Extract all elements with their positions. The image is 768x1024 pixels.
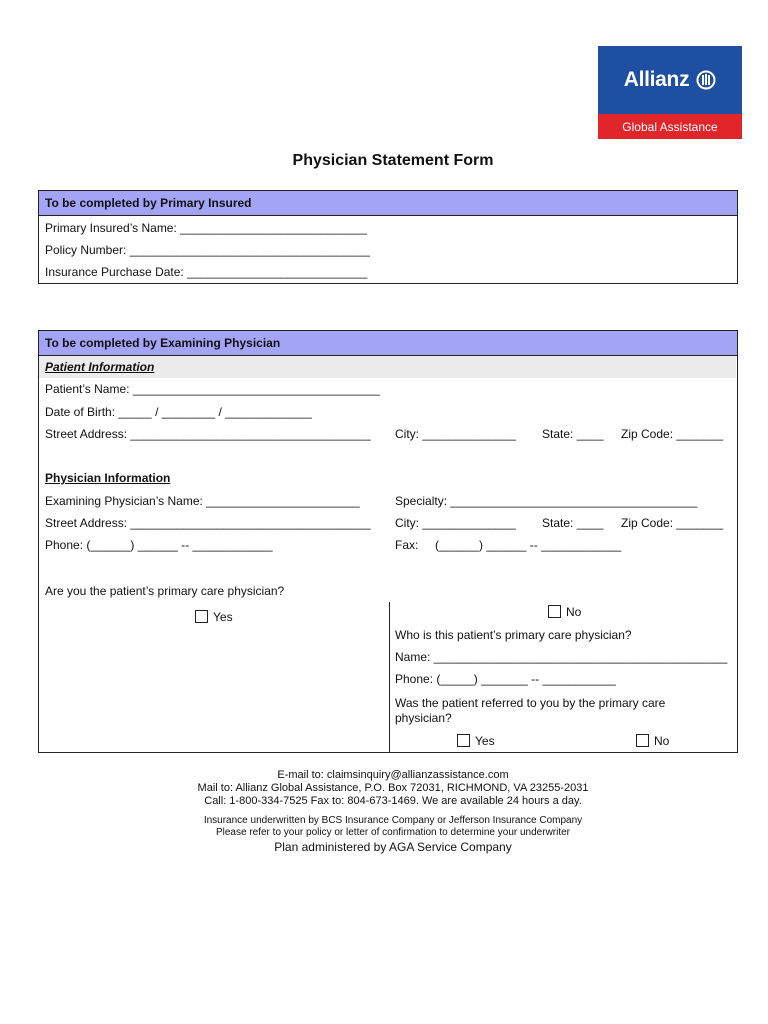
logo-brand-text: Allianz [623,68,690,91]
physician-state-field[interactable]: State: ____ [542,516,604,530]
examining-physician-header: To be completed by Examining Physician [39,331,737,356]
referred-yes-checkbox[interactable] [457,734,470,747]
physician-info-heading: Physician Information [45,471,171,485]
footer-underwritten: Insurance underwritten by BCS Insurance Company or Jefferson Insurance Company [203,815,583,826]
physician-street-field[interactable]: Street Address: ____________________________________ [45,516,371,530]
policy-number-field[interactable]: Policy Number: ____________________________________ [45,243,370,257]
yes-option[interactable] [195,610,233,624]
pcp-phone-field[interactable]: Phone: (_____) _______ -- ___________ [395,672,616,686]
pcp-name-field[interactable]: Name: ____________________________________________ [395,650,728,664]
allianz-eagle-icon [696,70,716,90]
logo-brand-band [598,46,742,114]
primary-insured-header: To be completed by Primary Insured [39,191,737,216]
page-title: Physician Statement Form [292,152,494,169]
referred-yes-option[interactable] [457,734,495,748]
purchase-date-field[interactable]: Insurance Purchase Date: ___________________________ [45,265,368,279]
patient-city-field[interactable]: City: ______________ [395,427,516,441]
referred-no-label: No [654,734,670,748]
answer-divider [389,602,390,753]
patient-name-field[interactable]: Patient’s Name: _____________________________________ [45,382,380,396]
physician-phone-field[interactable]: Phone: (______) ______ -- ____________ [45,538,273,552]
footer-refer: Please refer to your policy or letter of confirmation to determine your underwriter [215,827,571,838]
examining-physician-section [38,330,738,753]
primary-insured-name-field[interactable]: Primary Insured’s Name: ____________________________ [45,221,368,235]
logo-sub-text: Global Assistance [598,114,742,139]
physician-fax-field[interactable]: Fax: (______) ______ -- ____________ [395,538,622,552]
no-checkbox[interactable] [548,605,561,618]
primary-care-question: Are you the patient’s primary care physician? [45,584,285,598]
referred-no-option[interactable] [636,734,669,748]
who-pcp-question: Who is this patient’s primary care physician? [395,628,632,642]
patient-street-field[interactable]: Street Address: ____________________________________ [45,427,371,441]
footer-call: Call: 1-800-334-7525 Fax to: 804-673-1469. We are available 24 hours a day. [204,795,582,807]
patient-state-field[interactable]: State: ____ [542,427,604,441]
footer-email: E-mail to: claimsinquiry@allianzassistance.com [277,769,509,781]
yes-checkbox[interactable] [195,610,208,623]
physician-zip-field[interactable]: Zip Code: _______ [621,516,724,530]
footer-administered: Plan administered by AGA Service Company [274,840,512,854]
no-option[interactable] [548,605,581,619]
primary-insured-section [38,190,738,284]
physician-name-field[interactable]: Examining Physician’s Name: _______________________ [45,494,360,508]
footer-mail: Mail to: Allianz Global Assistance, P.O. Box 72031, RICHMOND, VA 23255-2031 [197,782,589,794]
patient-zip-field[interactable]: Zip Code: _______ [621,427,724,441]
referred-question: Was the patient referred to you by the primary care physician? [395,696,666,725]
referred-no-checkbox[interactable] [636,734,649,747]
physician-city-field[interactable]: City: ______________ [395,516,516,530]
allianz-logo [598,46,742,139]
yes-label: Yes [213,610,233,624]
patient-info-heading: Patient Information [45,360,155,374]
date-of-birth-field[interactable]: Date of Birth: _____ / ________ / _____________ [45,405,312,419]
specialty-field[interactable]: Specialty: _____________________________________ [395,494,698,508]
no-label: No [566,605,582,619]
referred-yes-label: Yes [475,734,495,748]
